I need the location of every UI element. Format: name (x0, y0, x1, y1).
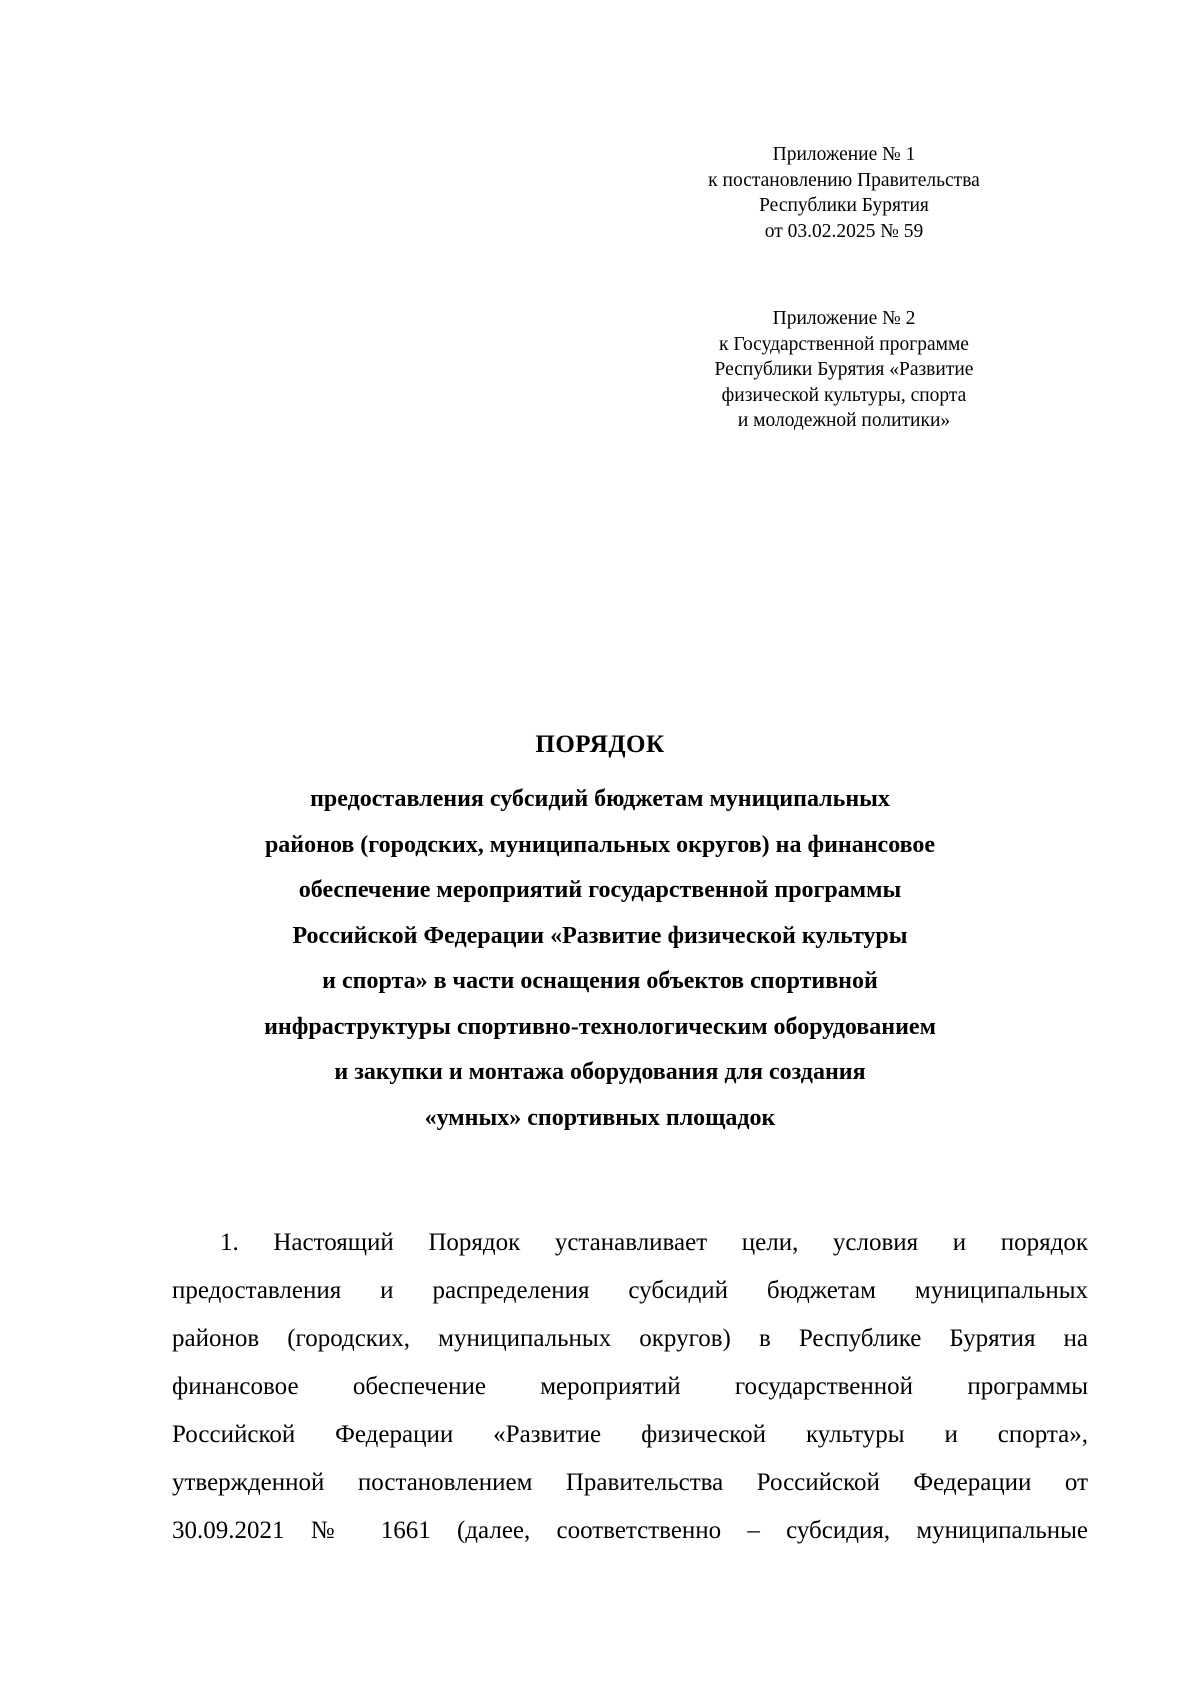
title-line: инфраструктуры спортивно-технологическим оборудованием (264, 1013, 936, 1040)
appendix-1-line: от 03.02.2025 № 59 (764, 220, 924, 242)
appendix-1-line: Приложение № 1 (772, 144, 916, 165)
appendix-2-line: физической культуры, спорта (721, 384, 967, 406)
appendix-2-line: Республики Бурятия «Развитие (714, 359, 974, 380)
title-line: предоставления субсидий бюджетам муниципальных (310, 786, 890, 812)
appendix-1-block (668, 142, 1020, 244)
appendix-2-line: и молодежной политики» (737, 410, 951, 431)
title-line: «умных» спортивных площадок (424, 1104, 776, 1131)
body-line: Российской Федерации «Развитие физической культуры и спорта», (172, 1421, 1088, 1448)
body-line: 30.09.2021 № 1661 (далее, соответственно – субсидия, муниципальные (172, 1517, 1088, 1544)
body-line: утвержденной постановлением Правительства Российской Федерации от (172, 1469, 1088, 1496)
appendix-2-line: Приложение № 2 (772, 308, 916, 329)
body-line: предоставления и распределения субсидий бюджетам муниципальных (172, 1277, 1088, 1304)
title-line: и спорта» в части оснащения объектов спортивной (322, 968, 878, 994)
body-line: финансовое обеспечение мероприятий государственной программы (172, 1373, 1088, 1400)
appendix-1-line: Республики Бурятия (759, 195, 929, 216)
title-line: обеспечение мероприятий государственной программы (298, 877, 902, 903)
body-paragraph (172, 1219, 1088, 1555)
body-line: 1. Настоящий Порядок устанавливает цели, условия и порядок (220, 1229, 1088, 1256)
title-line: районов (городских, муниципальных округов) на финансовое (264, 831, 936, 858)
appendix-2-line: к Государственной программе (719, 333, 969, 355)
appendix-2-block (668, 306, 1020, 434)
appendix-1-line: к постановлению Правительства (708, 169, 980, 191)
title-line: Российской Федерации «Развитие физической культуры (292, 922, 908, 949)
title-heading: ПОРЯДОК (535, 731, 665, 758)
body-line: районов (городских, муниципальных округов) в Республике Бурятия на (172, 1325, 1088, 1352)
document-title (170, 730, 1030, 1141)
title-line: и закупки и монтажа оборудования для создания (334, 1059, 866, 1085)
